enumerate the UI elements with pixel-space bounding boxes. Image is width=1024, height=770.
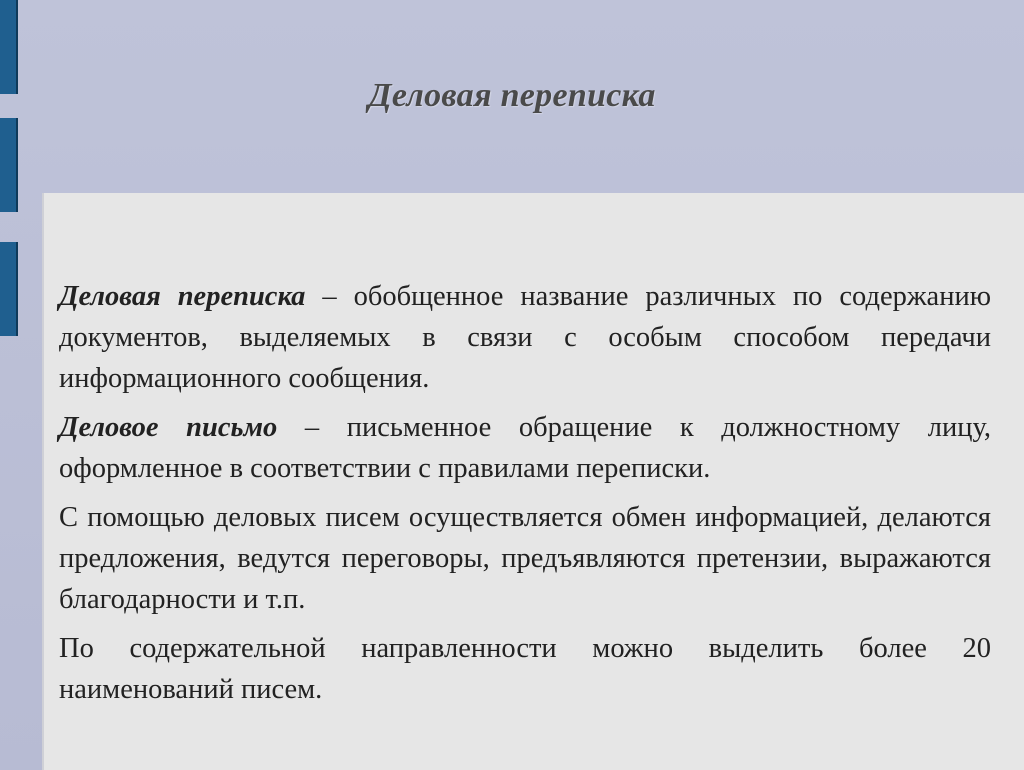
paragraph-text: – письменное обращение к должностному лицу, оформленное в соответствии с правилами переписки.: [59, 412, 991, 484]
slide-title: Деловая переписка: [368, 77, 656, 114]
text-block: [59, 276, 991, 718]
paragraph-definition-business-correspondence: [59, 276, 991, 399]
paragraph-letter-purposes: [59, 497, 991, 620]
content-panel: [42, 193, 1024, 770]
term-business-letter: Деловое письмо: [59, 412, 278, 443]
paragraph-text: – обобщенное название различных по содержанию документов, выделяемых в связи с особым способом передачи информационного сообщения.: [59, 281, 991, 394]
paragraph-text: С помощью деловых писем осуществляется обмен информацией, делаются предложения, ведутся переговоры, предъявляются претензии, выражаются благодарности и т.п.: [59, 502, 991, 615]
term-business-correspondence: Деловая переписка: [59, 281, 306, 312]
decorative-side-bar: [0, 242, 18, 336]
paragraph-text: По содержательной направленности можно выделить более 20 наименований писем.: [59, 633, 991, 705]
paragraph-definition-business-letter: [59, 407, 991, 489]
paragraph-letter-types-count: [59, 628, 991, 710]
decorative-side-bar: [0, 118, 18, 212]
